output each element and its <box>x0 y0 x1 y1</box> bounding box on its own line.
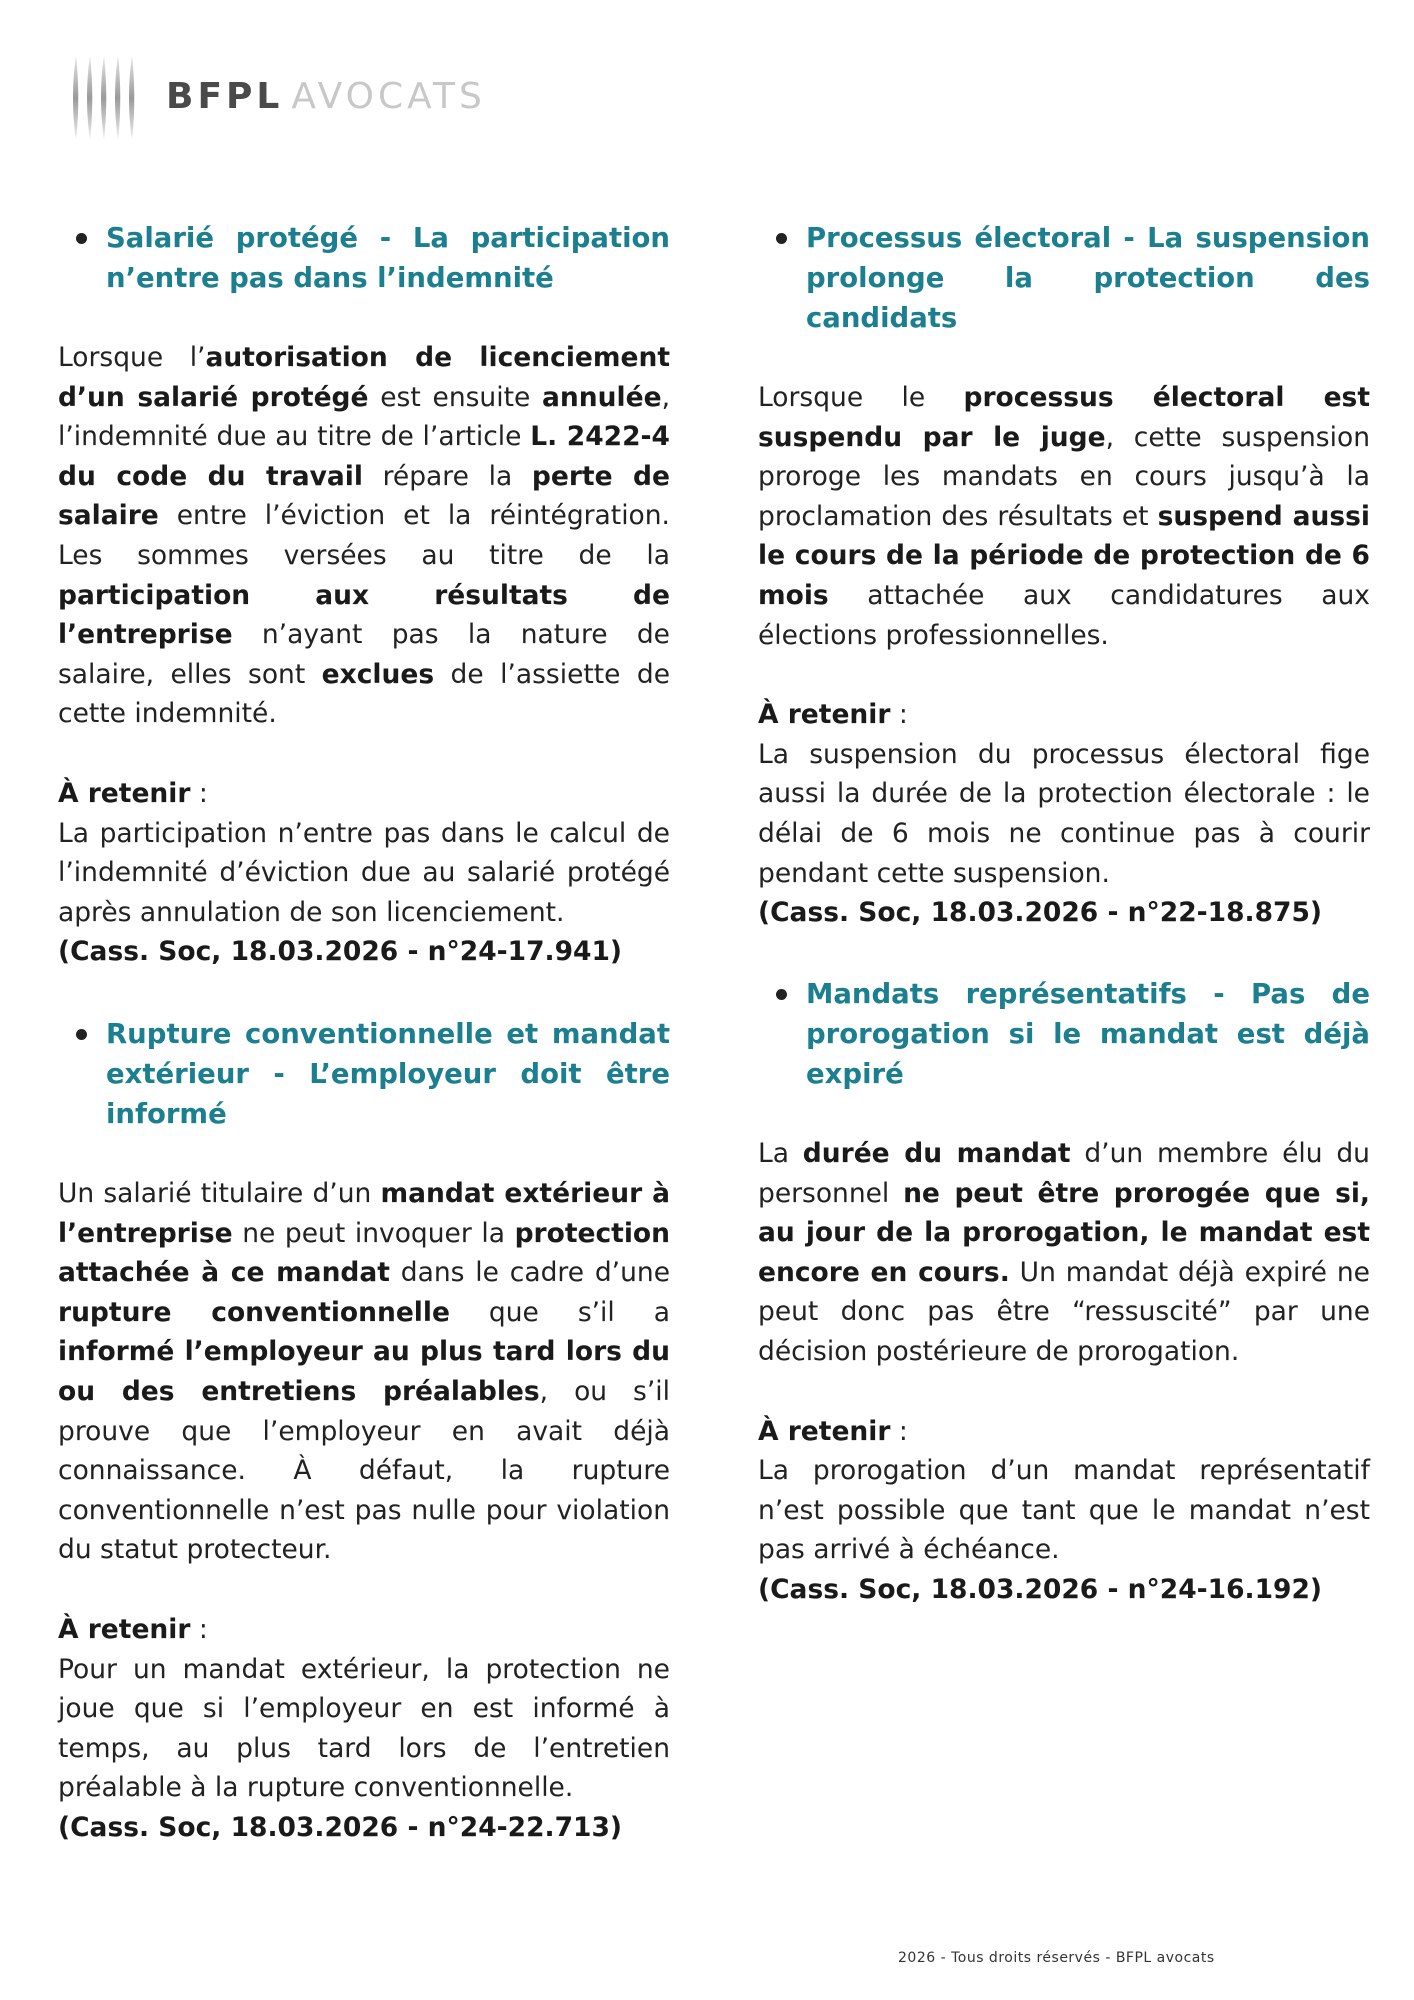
article-3 <box>758 218 1370 933</box>
article-1 <box>58 218 670 972</box>
text-run: que s’il a <box>449 1296 670 1328</box>
case-citation: (Cass. Soc, 18.03.2026 - n°24-17.941) <box>58 936 623 968</box>
retenir-block <box>58 774 670 972</box>
retenir-suffix: : <box>890 699 908 731</box>
retenir-block <box>58 1610 670 1848</box>
text-run: dans le cadre d’une <box>389 1257 670 1289</box>
case-citation: (Cass. Soc, 18.03.2026 - n°24-22.713) <box>58 1811 623 1843</box>
article-heading-text: Rupture conventionnelle et mandat extérieur - L’employeur doit être informé <box>106 1018 670 1130</box>
text-run: , ou s’il prouve que l’employeur en avait déjà connaissance. À défaut, la rupture conventionnelle n’est pas nulle pour violation du statut protecteur. <box>58 1375 670 1566</box>
article-body <box>58 1174 670 1570</box>
bold-run: autorisation de licenciement d’un salarié protégé <box>58 342 670 413</box>
retenir-text: La suspension du processus électoral fige aussi la durée de la protection électorale : le délai de 6 mois ne continue pas à courir pendant cette suspension. <box>758 738 1370 889</box>
article-heading <box>758 974 1370 1094</box>
article-body <box>758 1134 1370 1372</box>
bold-run: annulée <box>542 381 662 413</box>
article-body <box>58 338 670 734</box>
page-footer: 2026 - Tous droits réservés - BFPL avocats <box>898 1950 1215 1966</box>
article-heading <box>58 1014 670 1134</box>
article-body <box>758 378 1370 655</box>
text-run: est ensuite <box>368 381 543 413</box>
text-run: Lorsque le <box>758 382 964 413</box>
bold-run: mandat extérieur à l’entreprise <box>58 1178 671 1249</box>
bold-run: exclues <box>321 658 435 690</box>
article-heading-text: Processus électoral - La suspension prolonge la protection des candidats <box>806 222 1370 334</box>
retenir-text: La prorogation d’un mandat représentatif n’est possible que tant que le mandat n’est pas arrivé à échéance. <box>758 1455 1370 1566</box>
case-citation: (Cass. Soc, 18.03.2026 - n°24-16.192) <box>758 1573 1323 1605</box>
logo-wordmark <box>166 76 486 117</box>
logo-brand-primary: BFPL <box>166 76 284 117</box>
retenir-suffix: : <box>890 1415 908 1447</box>
retenir-suffix: : <box>190 777 208 809</box>
bold-run: perte de salaire <box>58 460 670 532</box>
text-run: , cette suspension proroge les mandats en cours jusqu’à la proclamation des résultats et <box>758 421 1370 532</box>
retenir-label: À retenir <box>758 1415 891 1447</box>
article-heading-text: Mandats représentatifs - Pas de prorogation si le mandat est déjà expiré <box>806 978 1370 1090</box>
retenir-text: Pour un mandat extérieur, la protection ne joue que si l’employeur en est informé à temps, au plus tard lors de l’entretien préalable à la rupture conventionnelle. <box>58 1653 670 1804</box>
retenir-block <box>758 1412 1370 1610</box>
retenir-label: À retenir <box>758 699 891 731</box>
article-heading <box>758 218 1370 338</box>
text-run: de l’assiette de cette indemnité. <box>58 658 670 730</box>
retenir-text: La participation n’entre pas dans le calcul de l’indemnité d’éviction due au salarié protégé après annulation de son licenciement. <box>58 817 670 928</box>
article-heading-text: Salarié protégé - La participation n’entre pas dans l’indemnité <box>106 222 670 294</box>
bold-run: suspend aussi le cours de la période de protection de 6 mois <box>758 500 1370 611</box>
bold-run: durée du mandat <box>802 1138 1071 1169</box>
retenir-block <box>758 695 1370 933</box>
text-run: attachée aux candidatures aux élections professionnelles. <box>758 579 1370 651</box>
text-run: Lorsque l’ <box>58 342 206 373</box>
bullet-icon <box>776 989 787 1000</box>
bold-run: informé l’employeur au plus tard lors du ou des entretiens préalables <box>58 1336 670 1407</box>
bold-run: rupture conventionnelle <box>58 1296 450 1328</box>
bullet-icon <box>776 233 787 244</box>
logo-stripes-icon <box>70 52 140 144</box>
text-run: Un salarié titulaire d’un <box>58 1178 381 1209</box>
bullet-icon <box>76 1029 87 1040</box>
bold-run: ne peut être prorogée que si, au jour de la prorogation, le mandat est encore en cours. <box>758 1177 1370 1288</box>
article-2 <box>58 1014 670 1848</box>
text-run: entre l’éviction et la réintégration. Les sommes versées au titre de la <box>58 500 670 571</box>
text-run: ne peut invoquer la <box>232 1217 515 1249</box>
article-heading <box>58 218 670 298</box>
text-run: La <box>758 1138 803 1169</box>
article-4 <box>758 974 1370 1610</box>
case-citation: (Cass. Soc, 18.03.2026 - n°22-18.875) <box>758 897 1323 929</box>
text-run: n’ayant pas la nature de salaire, elles sont <box>58 619 670 690</box>
retenir-label: À retenir <box>58 777 191 809</box>
bold-run: protection attachée à ce mandat <box>58 1217 670 1289</box>
bullet-icon <box>76 233 87 244</box>
text-run: d’un membre élu du personnel <box>758 1138 1370 1209</box>
logo-brand-secondary: AVOCATS <box>291 76 486 117</box>
retenir-label: À retenir <box>58 1613 191 1645</box>
text-run: Un mandat déjà expiré ne peut donc pas être “ressuscité” par une décision postérieure de prorogation. <box>758 1256 1370 1367</box>
bold-run: processus électoral est suspendu par le juge <box>758 382 1370 453</box>
bold-run: participation aux résultats de l’entreprise <box>58 579 670 651</box>
bold-run: L. 2422-4 du code du travail <box>58 421 670 492</box>
text-run: , l’indemnité due au titre de l’article <box>58 381 670 453</box>
retenir-suffix: : <box>190 1613 208 1645</box>
text-run: répare la <box>362 460 532 492</box>
